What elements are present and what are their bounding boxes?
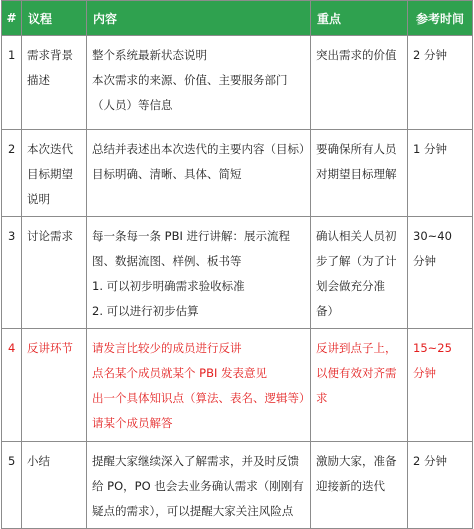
table-row xyxy=(2,217,473,329)
row-content-line: 2. 可以进行初步估算 xyxy=(92,304,199,318)
header-time: 参考时间 xyxy=(408,1,473,36)
row-number: 2 xyxy=(8,142,16,156)
row-number: 3 xyxy=(8,229,16,243)
table-row xyxy=(2,442,473,529)
table-row-highlighted xyxy=(2,329,473,442)
row-time: 30~40 分钟 xyxy=(413,229,452,268)
header-agenda: 议程 xyxy=(22,1,87,36)
row-content-line: 总结并表述出本次迭代的主要内容（目标） xyxy=(92,142,311,156)
row-content-line: 1. 可以初步明确需求验收标准 xyxy=(92,279,245,293)
row-content-line: 整个系统最新状态说明 xyxy=(92,48,207,62)
row-content-line: 出一个具体知识点（算法、表名、逻辑等）请某个成员解答 xyxy=(92,391,305,430)
row-time: 15~25 分钟 xyxy=(413,341,452,380)
row-time: 2 分钟 xyxy=(413,48,447,62)
row-number: 5 xyxy=(8,454,16,468)
header-content: 内容 xyxy=(87,1,311,36)
row-number: 4 xyxy=(8,341,16,355)
row-focus: 反讲到点子上，以便有效对齐需求 xyxy=(316,341,397,405)
agenda-table xyxy=(1,0,473,529)
row-content-line: 点名某个成员就某个 PBI 发表意见 xyxy=(92,366,268,380)
row-agenda: 本次迭代目标期望说明 xyxy=(27,142,73,206)
table-row xyxy=(2,130,473,217)
row-agenda: 需求背景描述 xyxy=(27,48,73,87)
row-focus: 确认相关人员初步了解（为了计划会做充分准备） xyxy=(316,229,397,318)
row-content-line: 本次需求的来源、价值、主要服务部门（人员）等信息 xyxy=(92,73,288,112)
header-no: # xyxy=(2,1,22,36)
row-agenda: 反讲环节 xyxy=(27,341,73,355)
row-content-line: 请发言比较少的成员进行反讲 xyxy=(92,341,242,355)
row-time: 1 分钟 xyxy=(413,142,447,156)
table-header xyxy=(2,1,473,36)
table-row xyxy=(2,36,473,130)
row-number: 1 xyxy=(8,48,16,62)
header-row xyxy=(2,1,473,36)
row-content-line: 目标明确、清晰、具体、简短 xyxy=(92,167,242,181)
row-focus: 激励大家，准备迎接新的迭代 xyxy=(316,454,397,493)
row-focus: 突出需求的价值 xyxy=(316,48,397,62)
row-agenda: 讨论需求 xyxy=(27,229,73,243)
row-content-line: 每一条每一条 PBI 进行讲解：展示流程图、数据流图、样例、板书等 xyxy=(92,229,291,268)
row-content-line: 提醒大家继续深入了解需求，并及时反馈给 PO，PO 也会去业务确认需求（刚刚有疑点的需求），可以提醒大家关注风险点 xyxy=(92,454,304,518)
row-focus: 要确保所有人员对期望目标理解 xyxy=(316,142,397,181)
row-time: 2 分钟 xyxy=(413,454,447,468)
header-focus: 重点 xyxy=(311,1,408,36)
row-agenda: 小结 xyxy=(27,454,50,468)
